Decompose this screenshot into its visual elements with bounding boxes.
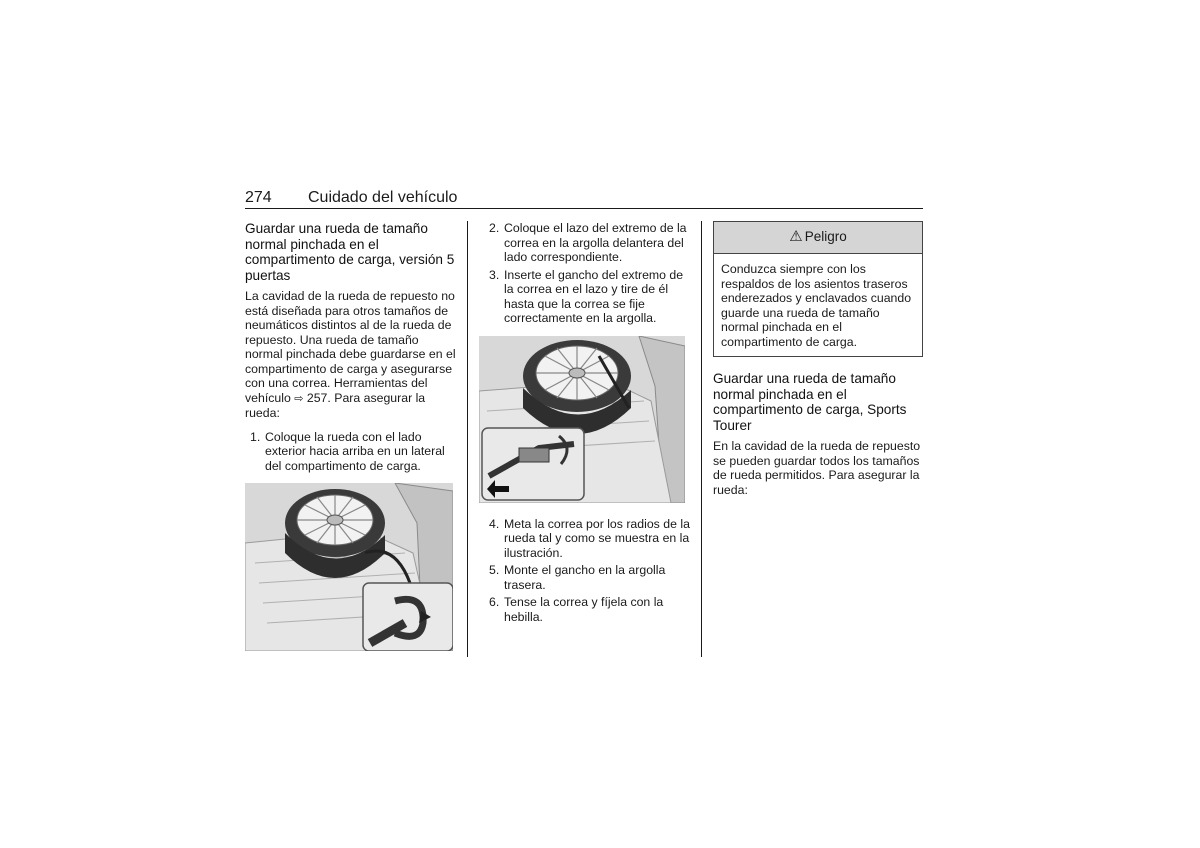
header-rule (245, 208, 923, 209)
danger-text: Conduzca siempre con los respaldos de los asientos traseros enderezados y enclavados cuando guarde una rueda de tamaño normal pinchada en el compartimento de carga. (721, 262, 912, 349)
chapter-title: Cuidado del vehículo (308, 189, 458, 206)
column-divider (467, 221, 468, 657)
section-heading: Guardar una rueda de tamaño normal pinchada en el compartimento de carga, Sports Tourer (713, 371, 907, 433)
wheel-strap-icon (479, 336, 685, 503)
list-item: 5. Monte el gancho en la argolla trasera. (489, 563, 666, 592)
list-item: 6. Tense la correa y fíjela con la hebilla. (489, 595, 664, 624)
column-divider (701, 221, 702, 657)
page-reference[interactable]: 257 (306, 390, 328, 405)
step-list (245, 430, 457, 474)
column-3 (713, 221, 923, 497)
section-paragraph: En la cavidad de la rueda de repuesto se pueden guardar todos los tamaños de rueda permitidos. Para asegurar la rueda: (713, 439, 921, 497)
column-2 (484, 221, 690, 624)
list-item: 3. Inserte el gancho del extremo de la correa en el lazo y tire de él hasta que la correa se fije correctamente en la argolla. (489, 267, 684, 325)
step-list (484, 221, 690, 326)
step-list (484, 517, 690, 625)
list-item: 4. Meta la correa por los radios de la rueda tal y como se muestra en la ilustración. (489, 516, 690, 560)
danger-header (714, 222, 922, 254)
danger-title: Peligro (804, 229, 847, 245)
page-header (245, 189, 923, 209)
intro-paragraph: La cavidad de la rueda de repuesto no está diseñada para otros tamaños de neumáticos distintos al de la rueda de repuesto. Una rueda de tamaño normal pinchada debe guardarse en el compartimento de carga y asegurarse con una correa. Herramientas del vehículo ⇨ 257. Para asegurar la rueda: (245, 289, 456, 420)
spare-wheel-illustration (245, 483, 453, 651)
strap-illustration (479, 336, 685, 503)
list-item: 2. Coloque el lazo del extremo de la correa en la argolla delantera del lado correspondiente. (489, 221, 687, 264)
section-heading: Guardar una rueda de tamaño normal pinchada en el compartimento de carga, versión 5 puertas (245, 221, 455, 283)
column-1 (245, 221, 457, 651)
danger-box (713, 221, 923, 357)
page-number: 274 (245, 189, 272, 206)
list-item: 1. Coloque la rueda con el lado exterior hacia arriba en un lateral del compartimento de carga. (250, 429, 445, 473)
wheel-in-cargo-icon (245, 483, 453, 651)
page-reference-icon: ⇨ (294, 392, 304, 405)
warning-triangle-icon: ⚠ (789, 228, 803, 246)
